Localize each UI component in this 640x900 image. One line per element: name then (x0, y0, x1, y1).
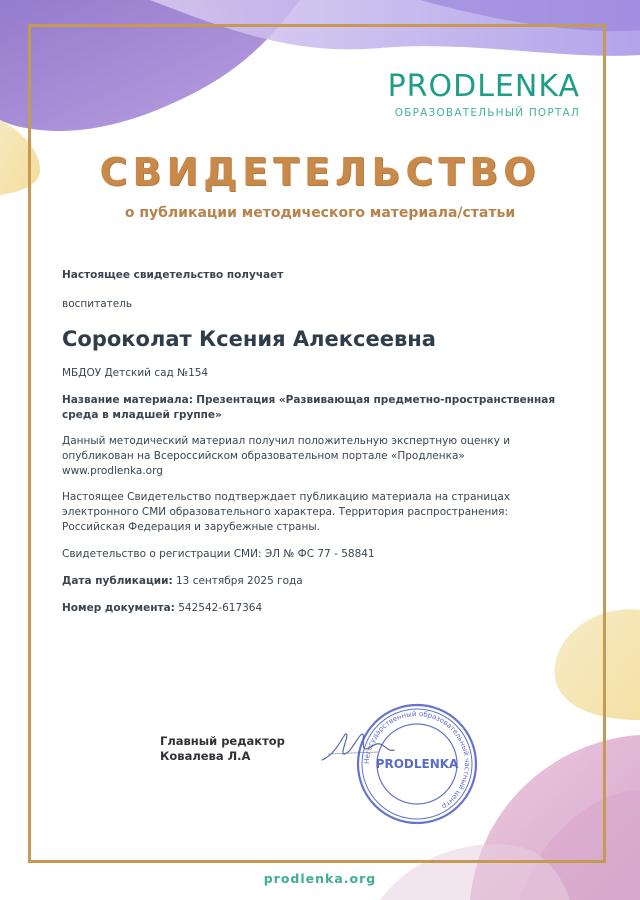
registration-info: Свидетельство о регистрации СМИ: ЭЛ № ФС 77 - 58841 (62, 548, 375, 560)
material-value: Презентация «Развивающая предметно-пространственная среда в младшей группе» (62, 394, 556, 421)
editor-role: Главный редактор (160, 734, 285, 748)
organization: МБДОУ Детский сад №154 (62, 367, 209, 379)
certificate-body (62, 268, 562, 616)
footer-url[interactable]: prodlenka.org (263, 871, 377, 886)
stamp-center-text: PRODLENKA (375, 757, 459, 771)
recipient-name: Сороколат Ксения Алексеевна (62, 327, 436, 351)
brand-logo (388, 70, 580, 119)
editor-block (160, 734, 285, 764)
publication-date-line (62, 574, 562, 589)
document-number-line (62, 601, 562, 616)
stamp-ring-text: Негосударственный образовательный частный центр (362, 709, 472, 811)
document-number-value: 542542-617364 (178, 602, 263, 614)
publication-date-label: Дата публикации: (62, 575, 173, 587)
recipient-position: воспитатель (62, 298, 133, 310)
certificate-subtitle: о публикации методического материала/статьи (124, 205, 516, 221)
editor-name: Ковалева Л.А (160, 749, 251, 763)
description-expert: Данный методический материал получил положительную экспертную оценку и опубликован на Всероссийском образовательном портале «Продленка» www.prodlenka.org (62, 435, 511, 477)
material-line (62, 393, 562, 423)
certificate-title: СВИДЕТЕЛЬСТВО (99, 150, 541, 194)
description-confirmation: Настоящее Свидетельство подтверждает публикацию материала на страницах электронного СМИ образовательного характера. Территория распространения: Российская Федерация и зарубежные страны. (62, 491, 510, 533)
recipient-label: Настоящее свидетельство получает (62, 269, 284, 281)
logo-subtitle: ОБРАЗОВАТЕЛЬНЫЙ ПОРТАЛ (394, 107, 580, 119)
official-stamp (355, 702, 479, 826)
logo-text: PRODLENKA (387, 69, 580, 104)
publication-date-value: 13 сентября 2025 года (176, 575, 303, 587)
document-number-label: Номер документа: (62, 602, 175, 614)
material-label: Название материала: (62, 394, 193, 406)
